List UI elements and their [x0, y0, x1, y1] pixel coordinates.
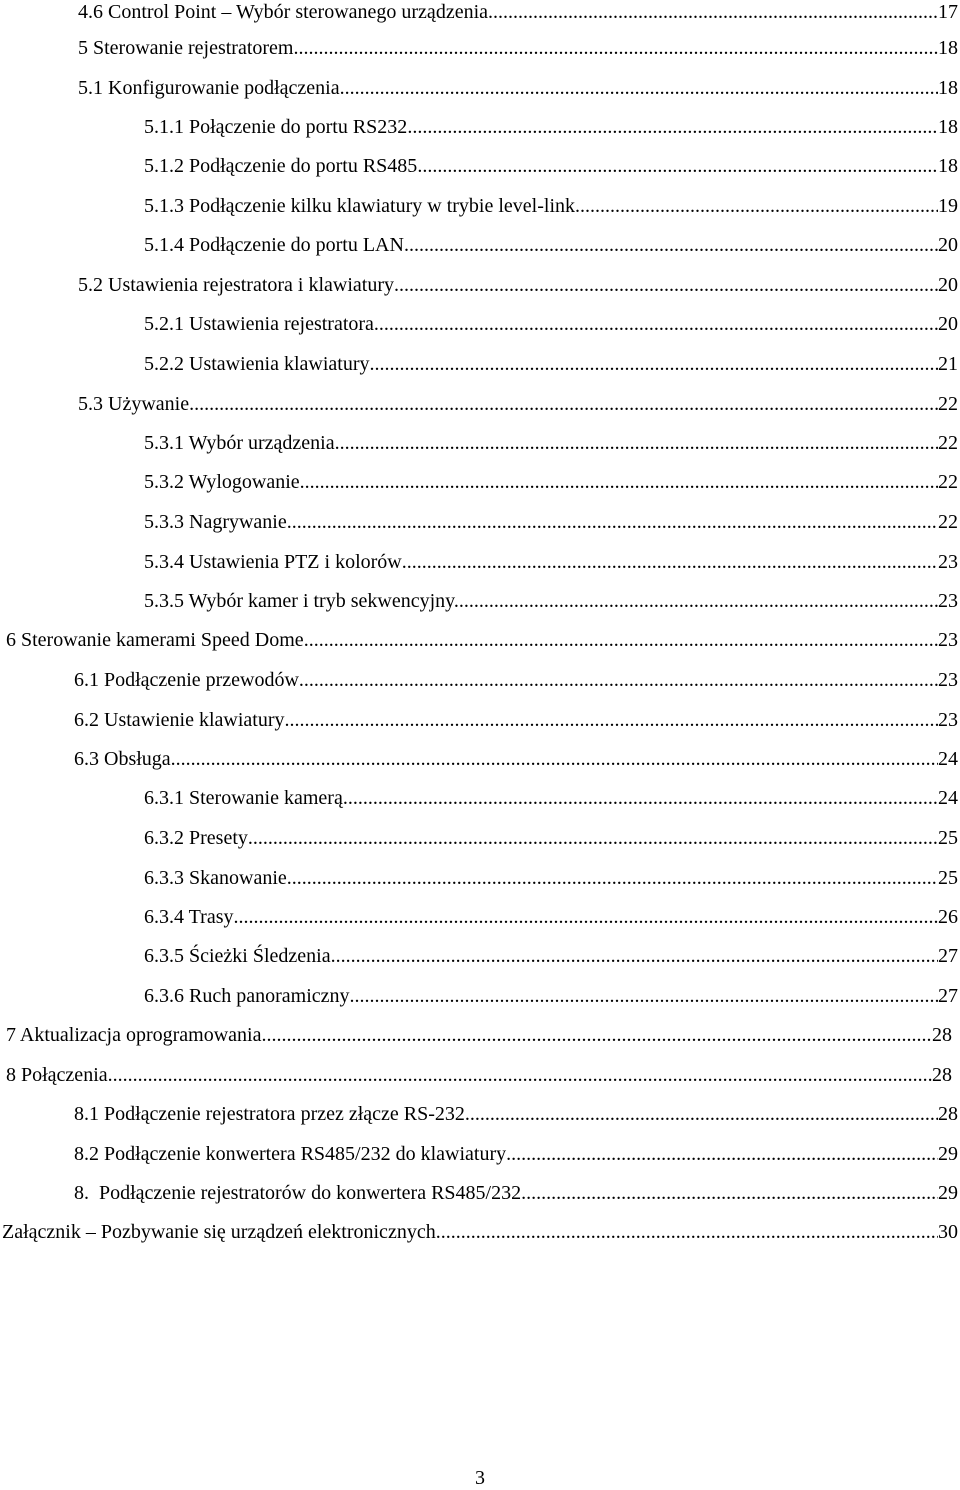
toc-entry[interactable] — [144, 312, 958, 336]
toc-entry-page: 23 — [938, 669, 958, 691]
toc-entry-page: 19 — [938, 195, 958, 217]
toc-entry-page: 27 — [938, 945, 958, 967]
toc-entry-label: 6 Sterowanie kamerami Speed Dome — [6, 629, 304, 651]
toc-entry-label: 8 Połączenia — [6, 1064, 108, 1086]
toc-leader-dots — [108, 1063, 932, 1087]
toc-leader-dots — [299, 668, 938, 692]
toc-entry-label: 5.2.1 Ustawienia rejestratora — [144, 313, 374, 335]
toc-entry-label: 5.1.1 Połączenie do portu RS232 — [144, 116, 408, 138]
toc-entry[interactable] — [74, 1181, 958, 1205]
toc-entry[interactable] — [74, 1142, 958, 1166]
toc-entry-page: 20 — [938, 274, 958, 296]
toc-entry-label: 6.3.3 Skanowanie — [144, 867, 287, 889]
toc-leader-dots — [189, 392, 938, 416]
toc-leader-dots — [350, 984, 939, 1008]
toc-leader-dots — [488, 0, 938, 24]
toc-entry-label: 5.1 Konfigurowanie podłączenia — [78, 77, 340, 99]
toc-leader-dots — [465, 1102, 938, 1126]
toc-entry-page: 26 — [938, 906, 958, 928]
toc-entry[interactable] — [144, 352, 958, 376]
toc-entry[interactable] — [144, 510, 958, 534]
toc-entry[interactable] — [74, 708, 958, 732]
toc-entry-label: 5.3 Używanie — [78, 393, 190, 415]
toc-leader-dots — [402, 550, 938, 574]
toc-entry-label: 8. Podłączenie rejestratorów do konwertera RS485/232 — [74, 1182, 522, 1204]
toc-entry-label: 5 Sterowanie rejestratorem — [78, 37, 294, 59]
toc-leader-dots — [417, 154, 938, 178]
toc-entry[interactable] — [6, 1063, 952, 1087]
toc-entry[interactable] — [144, 589, 958, 613]
toc-entry[interactable] — [78, 273, 958, 297]
toc-leader-dots — [521, 1181, 938, 1205]
toc-entry[interactable] — [74, 747, 958, 771]
toc-entry-label: 5.3.2 Wylogowanie — [144, 471, 300, 493]
toc-entry[interactable] — [78, 36, 958, 60]
toc-entry-label: 8.1 Podłączenie rejestratora przez złącze RS-232 — [74, 1103, 465, 1125]
toc-leader-dots — [233, 905, 938, 929]
toc-entry-page: 28 — [938, 1103, 958, 1125]
toc-leader-dots — [340, 76, 938, 100]
toc-entry-label: 5.3.5 Wybór kamer i tryb sekwencyjny. — [144, 590, 459, 612]
toc-entry-page: 25 — [938, 827, 958, 849]
toc-leader-dots — [459, 589, 938, 613]
toc-entry[interactable] — [144, 984, 958, 1008]
toc-entry[interactable] — [78, 392, 958, 416]
toc-entry-page: 17 — [938, 1, 958, 23]
toc-leader-dots — [335, 431, 938, 455]
toc-entry[interactable] — [144, 550, 958, 574]
toc-entry-label: 6.3 Obsługa — [74, 748, 171, 770]
toc-entry-label: 5.3.4 Ustawienia PTZ i kolorów — [144, 551, 402, 573]
toc-leader-dots — [404, 233, 938, 257]
toc-entry-label: 7 Aktualizacja oprogramowania — [6, 1024, 262, 1046]
toc-leader-dots — [285, 708, 939, 732]
toc-entry[interactable] — [144, 826, 958, 850]
toc-entry-page: 20 — [938, 313, 958, 335]
toc-entry-page: 18 — [938, 155, 958, 177]
toc-entry-page: 22 — [938, 432, 958, 454]
toc-entry[interactable] — [74, 1102, 958, 1126]
toc-entry-page: 22 — [938, 393, 958, 415]
toc-entry-label: 6.3.5 Ścieżki Śledzenia — [144, 945, 331, 967]
toc-entry[interactable] — [144, 233, 958, 257]
toc-entry-label: 5.3.3 Nagrywanie — [144, 511, 287, 533]
toc-entry[interactable] — [144, 154, 958, 178]
toc-entry[interactable] — [6, 628, 958, 652]
toc-entry-label: Załącznik – Pozbywanie się urządzeń elektronicznych — [2, 1221, 436, 1243]
toc-entry[interactable] — [144, 944, 958, 968]
toc-entry[interactable] — [144, 470, 958, 494]
toc-entry[interactable] — [144, 905, 958, 929]
toc-entry-label: 5.3.1 Wybór urządzenia — [144, 432, 335, 454]
toc-entry[interactable] — [6, 1023, 952, 1047]
toc-entry-label: 6.3.4 Trasy — [144, 906, 234, 928]
toc-entry[interactable] — [144, 786, 958, 810]
toc-entry-page: 27 — [938, 985, 958, 1007]
toc-entry-page: 23 — [938, 551, 958, 573]
toc-entry-label: 5.1.3 Podłączenie kilku klawiatury w trybie level-link — [144, 195, 575, 217]
toc-entry-page: 29 — [938, 1182, 958, 1204]
toc-leader-dots — [394, 273, 938, 297]
toc-leader-dots — [293, 36, 938, 60]
toc-entry-page: 28 — [932, 1064, 952, 1086]
toc-leader-dots — [370, 352, 939, 376]
toc-leader-dots — [261, 1023, 932, 1047]
toc-entry-page: 25 — [938, 867, 958, 889]
toc-entry-page: 28 — [932, 1024, 952, 1046]
toc-entry-label: 6.3.6 Ruch panoramiczny — [144, 985, 350, 1007]
toc-leader-dots — [287, 866, 938, 890]
toc-leader-dots — [304, 628, 938, 652]
toc-entry-page: 22 — [938, 471, 958, 493]
toc-entry-page: 30 — [938, 1221, 958, 1243]
toc-entry[interactable] — [144, 115, 958, 139]
toc-entry-label: 6.2 Ustawienie klawiatury — [74, 709, 285, 731]
toc-entry-label: 4.6 Control Point – Wybór sterowanego urządzenia — [78, 1, 488, 23]
toc-leader-dots — [343, 786, 938, 810]
toc-entry[interactable] — [144, 866, 958, 890]
toc-entry-page: 24 — [938, 748, 958, 770]
toc-entry-page: 22 — [938, 511, 958, 533]
toc-entry-label: 8.2 Podłączenie konwertera RS485/232 do klawiatury — [74, 1143, 507, 1165]
toc-leader-dots — [407, 115, 938, 139]
toc-entry-label: 6.1 Podłączenie przewodów — [74, 669, 299, 691]
toc-entry-page: 20 — [938, 234, 958, 256]
toc-entry-label: 5.1.4 Podłączenie do portu LAN — [144, 234, 404, 256]
toc-entry[interactable] — [144, 431, 958, 455]
toc-entry-page: 23 — [938, 629, 958, 651]
toc-entry-page: 21 — [938, 353, 958, 375]
toc-entry-page: 18 — [938, 77, 958, 99]
toc-entry-page: 24 — [938, 787, 958, 809]
toc-entry-page: 23 — [938, 709, 958, 731]
toc-entry[interactable] — [2, 1220, 958, 1244]
toc-leader-dots — [171, 747, 938, 771]
toc-leader-dots — [287, 510, 938, 534]
toc-entry-label: 6.3.1 Sterowanie kamerą — [144, 787, 343, 809]
toc-leader-dots — [331, 944, 938, 968]
toc-entry[interactable] — [144, 194, 958, 218]
toc-entry[interactable] — [74, 668, 958, 692]
toc-entry[interactable] — [78, 76, 958, 100]
toc-entry-page: 23 — [938, 590, 958, 612]
toc-leader-dots — [506, 1142, 938, 1166]
toc-entry-label: 6.3.2 Presety — [144, 827, 248, 849]
toc-entry-label: 5.2 Ustawienia rejestratora i klawiatury — [78, 274, 394, 296]
toc-leader-dots — [248, 826, 938, 850]
toc-leader-dots — [374, 312, 938, 336]
toc-entry[interactable] — [78, 0, 958, 24]
page-number: 3 — [475, 1467, 485, 1489]
toc-leader-dots — [436, 1220, 938, 1244]
toc-entry-label: 5.2.2 Ustawienia klawiatury — [144, 353, 370, 375]
toc-entry-label: 5.1.2 Podłączenie do portu RS485 — [144, 155, 418, 177]
toc-entry-page: 18 — [938, 37, 958, 59]
toc-leader-dots — [300, 470, 938, 494]
toc-leader-dots — [575, 194, 938, 218]
toc-entry-page: 18 — [938, 116, 958, 138]
toc-entry-page: 29 — [938, 1143, 958, 1165]
